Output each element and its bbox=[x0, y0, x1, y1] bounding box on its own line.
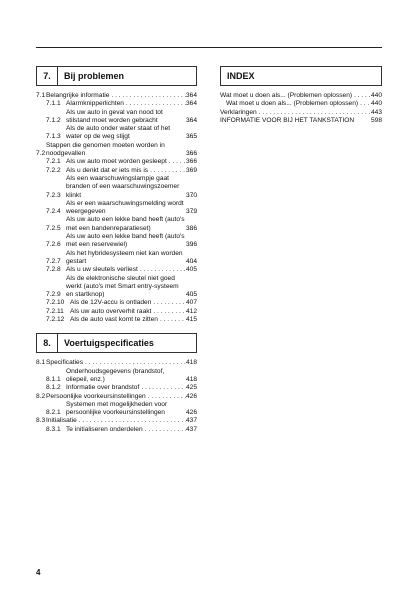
entry-title: Als de auto vast komt te zitten bbox=[70, 316, 158, 324]
entry-page: 425 bbox=[185, 384, 197, 392]
dot-leader bbox=[139, 384, 186, 392]
entry-title: Als de elektronische sleutel niet goed werkt (auto's met Smart entry-systeem en startknop) bbox=[66, 274, 179, 299]
toc-entry[interactable] bbox=[36, 384, 197, 392]
entry-title: Als uw auto oververhit raakt bbox=[70, 307, 152, 315]
toc-entry[interactable] bbox=[36, 125, 197, 142]
entry-page: 440 bbox=[370, 92, 382, 99]
entry-page: 405 bbox=[185, 291, 197, 299]
dot-leader bbox=[257, 109, 371, 117]
index-entry[interactable] bbox=[220, 92, 382, 100]
entry-title: Als de auto onder water staat of het water op de weg stijgt bbox=[66, 125, 171, 141]
toc-entry[interactable] bbox=[36, 175, 197, 200]
toc-entry[interactable] bbox=[36, 158, 197, 166]
toc-entry[interactable] bbox=[36, 167, 197, 175]
entry-page: 366 bbox=[185, 150, 197, 158]
entry-number: 7.1.1 bbox=[46, 100, 61, 108]
toc-entry[interactable] bbox=[36, 393, 197, 401]
entry-title: Als de 12V-accu is ontladen bbox=[70, 299, 152, 307]
toc-entry[interactable] bbox=[36, 142, 197, 159]
entry-title: Alarmknipperlichten bbox=[66, 100, 124, 108]
entry-title: INFORMATIE VOOR BIJ HET TANKSTATION bbox=[220, 116, 355, 124]
entry-number: 8.1.1 bbox=[46, 375, 61, 383]
index-entry[interactable] bbox=[220, 109, 382, 117]
dot-leader bbox=[358, 100, 371, 108]
dot-leader bbox=[109, 92, 186, 100]
section-8-header bbox=[36, 333, 197, 353]
dot-leader bbox=[352, 92, 371, 100]
entry-page: 598 bbox=[370, 116, 382, 124]
dot-leader bbox=[148, 167, 186, 175]
top-rule bbox=[36, 47, 382, 48]
dot-leader bbox=[151, 308, 186, 316]
entry-title: Als uw auto een lekke band heeft (auto's met een reservewiel) bbox=[66, 233, 185, 249]
entry-number: 7.1.2 bbox=[46, 116, 61, 124]
dot-leader bbox=[146, 393, 186, 401]
entry-number: 8.2.1 bbox=[46, 409, 61, 417]
toc-entry[interactable] bbox=[36, 216, 197, 233]
entry-number: 7.2.3 bbox=[46, 191, 61, 199]
toc-entry[interactable] bbox=[36, 266, 197, 274]
dot-leader bbox=[77, 417, 186, 425]
section-7-header bbox=[36, 66, 197, 86]
section-8-title: Voertuigspecificaties bbox=[64, 338, 154, 349]
entry-number: 7.2.5 bbox=[46, 224, 61, 232]
index-title: INDEX bbox=[227, 71, 255, 81]
entry-page: 412 bbox=[185, 307, 197, 315]
entry-number: 7.2 bbox=[36, 150, 46, 158]
entry-page: 418 bbox=[185, 375, 197, 383]
entry-title: Persoonlijke voorkeursinstellingen bbox=[46, 392, 146, 400]
entry-title: Als u denkt dat er iets mis is bbox=[66, 166, 149, 174]
entry-number: 7.2.12 bbox=[46, 316, 65, 324]
entry-page: 396 bbox=[185, 241, 197, 249]
toc-entry[interactable] bbox=[36, 417, 197, 425]
index-header bbox=[220, 66, 382, 86]
dot-leader bbox=[124, 100, 186, 108]
entry-number: 8.3 bbox=[36, 417, 46, 425]
section-8-number: 8. bbox=[37, 334, 58, 352]
toc-left-column bbox=[36, 66, 197, 434]
entry-page: 437 bbox=[185, 417, 197, 425]
entry-number: 7.2.6 bbox=[46, 241, 61, 249]
toc-entry[interactable] bbox=[36, 275, 197, 300]
toc-entry[interactable] bbox=[36, 250, 197, 267]
entry-page: 418 bbox=[185, 359, 197, 367]
entry-page: 415 bbox=[185, 316, 197, 324]
entry-number: 7.2.10 bbox=[46, 299, 65, 307]
entry-title: Wat moet u doen als... (Problemen oplossen) bbox=[220, 92, 353, 99]
toc-entry[interactable] bbox=[36, 92, 197, 100]
toc-entry[interactable] bbox=[36, 233, 197, 250]
toc-entry[interactable] bbox=[36, 401, 197, 418]
index-entry[interactable] bbox=[220, 117, 382, 125]
entry-number: 8.1.2 bbox=[46, 384, 61, 392]
entry-page: 370 bbox=[185, 191, 197, 199]
toc-entry[interactable] bbox=[36, 100, 197, 108]
entry-number: 7.2.11 bbox=[46, 307, 64, 315]
entry-page: 426 bbox=[185, 392, 197, 400]
entry-title: Belangrijke informatie bbox=[46, 92, 110, 99]
entry-page: 386 bbox=[185, 224, 197, 232]
section-7-number: 7. bbox=[37, 67, 58, 85]
entry-title: Als uw auto moet worden gesleept bbox=[66, 158, 167, 166]
page-number: 4 bbox=[36, 568, 41, 577]
entry-title: Als het hybridesysteem niet kan worden gestart bbox=[66, 249, 183, 265]
entry-title: Initialisatie bbox=[46, 417, 77, 425]
entry-number: 7.2.4 bbox=[46, 208, 61, 216]
toc-entry[interactable] bbox=[36, 316, 197, 324]
entry-page: 364 bbox=[185, 100, 197, 108]
entry-number: 8.2 bbox=[36, 392, 46, 400]
section-7-title: Bij problemen bbox=[64, 71, 125, 81]
entry-number: 7.1.3 bbox=[46, 133, 61, 141]
entry-number: 7.2.1 bbox=[46, 158, 61, 166]
entry-title: Specificaties bbox=[46, 359, 84, 367]
section-7-entries bbox=[36, 92, 197, 324]
toc-entry[interactable] bbox=[36, 200, 197, 217]
toc-entry[interactable] bbox=[36, 109, 197, 126]
entry-title: Onderhoudsgegevens (brandstof, oliepeil, enz.) bbox=[66, 367, 165, 383]
entry-title: Stappen die genomen moeten worden in noodgevallen bbox=[46, 141, 165, 158]
toc-entry[interactable] bbox=[36, 359, 197, 367]
entry-title: Als uw auto een lekke band heeft (auto's met een bandenreparatieset) bbox=[66, 216, 185, 232]
toc-entry[interactable] bbox=[36, 308, 197, 316]
entry-number: 8.1 bbox=[36, 359, 46, 367]
entry-page: 443 bbox=[370, 108, 382, 116]
entry-title: Als er een waarschuwingsmelding wordt weergegeven bbox=[66, 199, 184, 216]
dot-leader bbox=[143, 426, 186, 434]
entry-title: Informatie over brandstof bbox=[66, 384, 140, 392]
toc-right-column bbox=[220, 66, 382, 125]
entry-number: 7.2.8 bbox=[46, 266, 61, 274]
entry-number: 7.2.7 bbox=[46, 257, 61, 265]
entry-title: Als uw auto in geval van nood tot stilstand moet worden gebracht bbox=[66, 108, 163, 124]
entry-page: 405 bbox=[185, 266, 197, 274]
entry-number: 7.1 bbox=[36, 92, 46, 99]
toc-entry[interactable] bbox=[36, 299, 197, 307]
dot-leader bbox=[138, 266, 186, 274]
index-entries bbox=[220, 92, 382, 125]
entry-page: 364 bbox=[185, 92, 197, 99]
dot-leader bbox=[158, 316, 186, 324]
entry-number: 8.3.1 bbox=[46, 425, 61, 433]
index-entry[interactable] bbox=[220, 100, 382, 108]
section-8-entries bbox=[36, 359, 197, 434]
entry-page: 440 bbox=[370, 100, 382, 108]
dot-leader bbox=[167, 158, 186, 166]
entry-page: 426 bbox=[185, 409, 197, 417]
entry-title: Als een waarschuwingslampje gaat branden of een waarschuwingszoemer klinkt bbox=[66, 174, 180, 199]
entry-title: Als u uw sleutels verliest bbox=[66, 266, 138, 274]
entry-page: 364 bbox=[185, 116, 197, 124]
entry-page: 404 bbox=[185, 257, 197, 265]
dot-leader bbox=[151, 299, 186, 307]
dot-leader bbox=[83, 359, 186, 367]
toc-entry[interactable] bbox=[36, 368, 197, 385]
entry-title: Wat moet u doen als... (Problemen oplossen) bbox=[226, 100, 359, 108]
entry-page: 437 bbox=[185, 425, 197, 433]
entry-title: Te initialiseren onderdelen bbox=[66, 425, 143, 433]
entry-page: 379 bbox=[185, 208, 197, 216]
toc-entry[interactable] bbox=[36, 426, 197, 434]
entry-title: Verklaringen bbox=[220, 108, 257, 116]
entry-title: Systemen met mogelijkheden voor persoonlijke voorkeursinstellingen bbox=[66, 400, 168, 417]
entry-page: 369 bbox=[185, 166, 197, 174]
entry-number: 7.2.2 bbox=[46, 166, 61, 174]
entry-page: 366 bbox=[185, 158, 197, 166]
entry-number: 7.2.9 bbox=[46, 291, 61, 299]
entry-page: 365 bbox=[185, 133, 197, 141]
entry-page: 407 bbox=[185, 299, 197, 307]
